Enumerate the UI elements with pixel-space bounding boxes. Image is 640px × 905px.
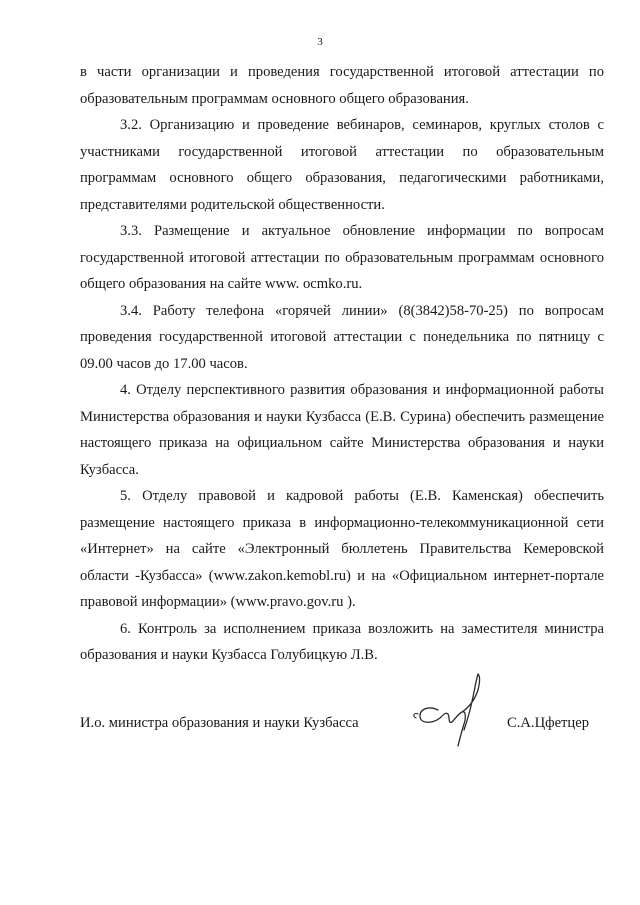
handwritten-signature (408, 672, 502, 756)
signature-block (80, 670, 604, 760)
paragraph-3-3: 3.3. Размещение и актуальное обновление информации по вопросам государственной итоговой аттестации по образовательным программам основного общего образования на сайте www. ocmko.ru. (80, 223, 604, 292)
paragraph-3-4: 3.4. Работу телефона «горячей линии» (8(3842)58-70-25) по вопросам проведения государственной итоговой аттестации с понедельника по пятницу с 09.00 часов до 17.00 часов. (80, 302, 604, 372)
paragraph-3-1-continuation: в части организации и проведения государственной итоговой аттестации по образовательным программам основного общего образования. (80, 64, 604, 107)
paragraph-6: 6. Контроль за исполнением приказа возложить на заместителя министра образования и науки Кузбасса Голубицкую Л.В. (80, 620, 604, 663)
signatory-name: С.А.Цфетцер (507, 715, 590, 731)
paragraph-4: 4. Отделу перспективного развития образования и информационной работы Министерства образования и науки Кузбасса (Е.В. Сурина) обеспечить размещение настоящего приказа на официальном сайте Министерства образования и науки Кузбасса. (80, 382, 604, 478)
signatory-title: И.о. министра образования и науки Кузбасса (80, 715, 359, 731)
document-body (80, 59, 604, 669)
paragraph-5: 5. Отделу правовой и кадровой работы (Е.В. Каменская) обеспечить размещение настоящего приказа в информационно-телекоммуникационной сети «Интернет» на сайте «Электронный бюллетень Правительства Кемеровской области -Кузбасса» (www.zakon.kemobl.ru) и на «Официальном интернет-портале правовой информации» (www.pravo.gov.ru ). (80, 488, 604, 610)
paragraph-3-2: 3.2. Организацию и проведение вебинаров, семинаров, круглых столов с участниками государственной итоговой аттестации по образовательным программам основного общего образования, педагогическими работниками, представителями родительской общественности. (80, 117, 604, 213)
page-number: 3 (317, 36, 323, 48)
